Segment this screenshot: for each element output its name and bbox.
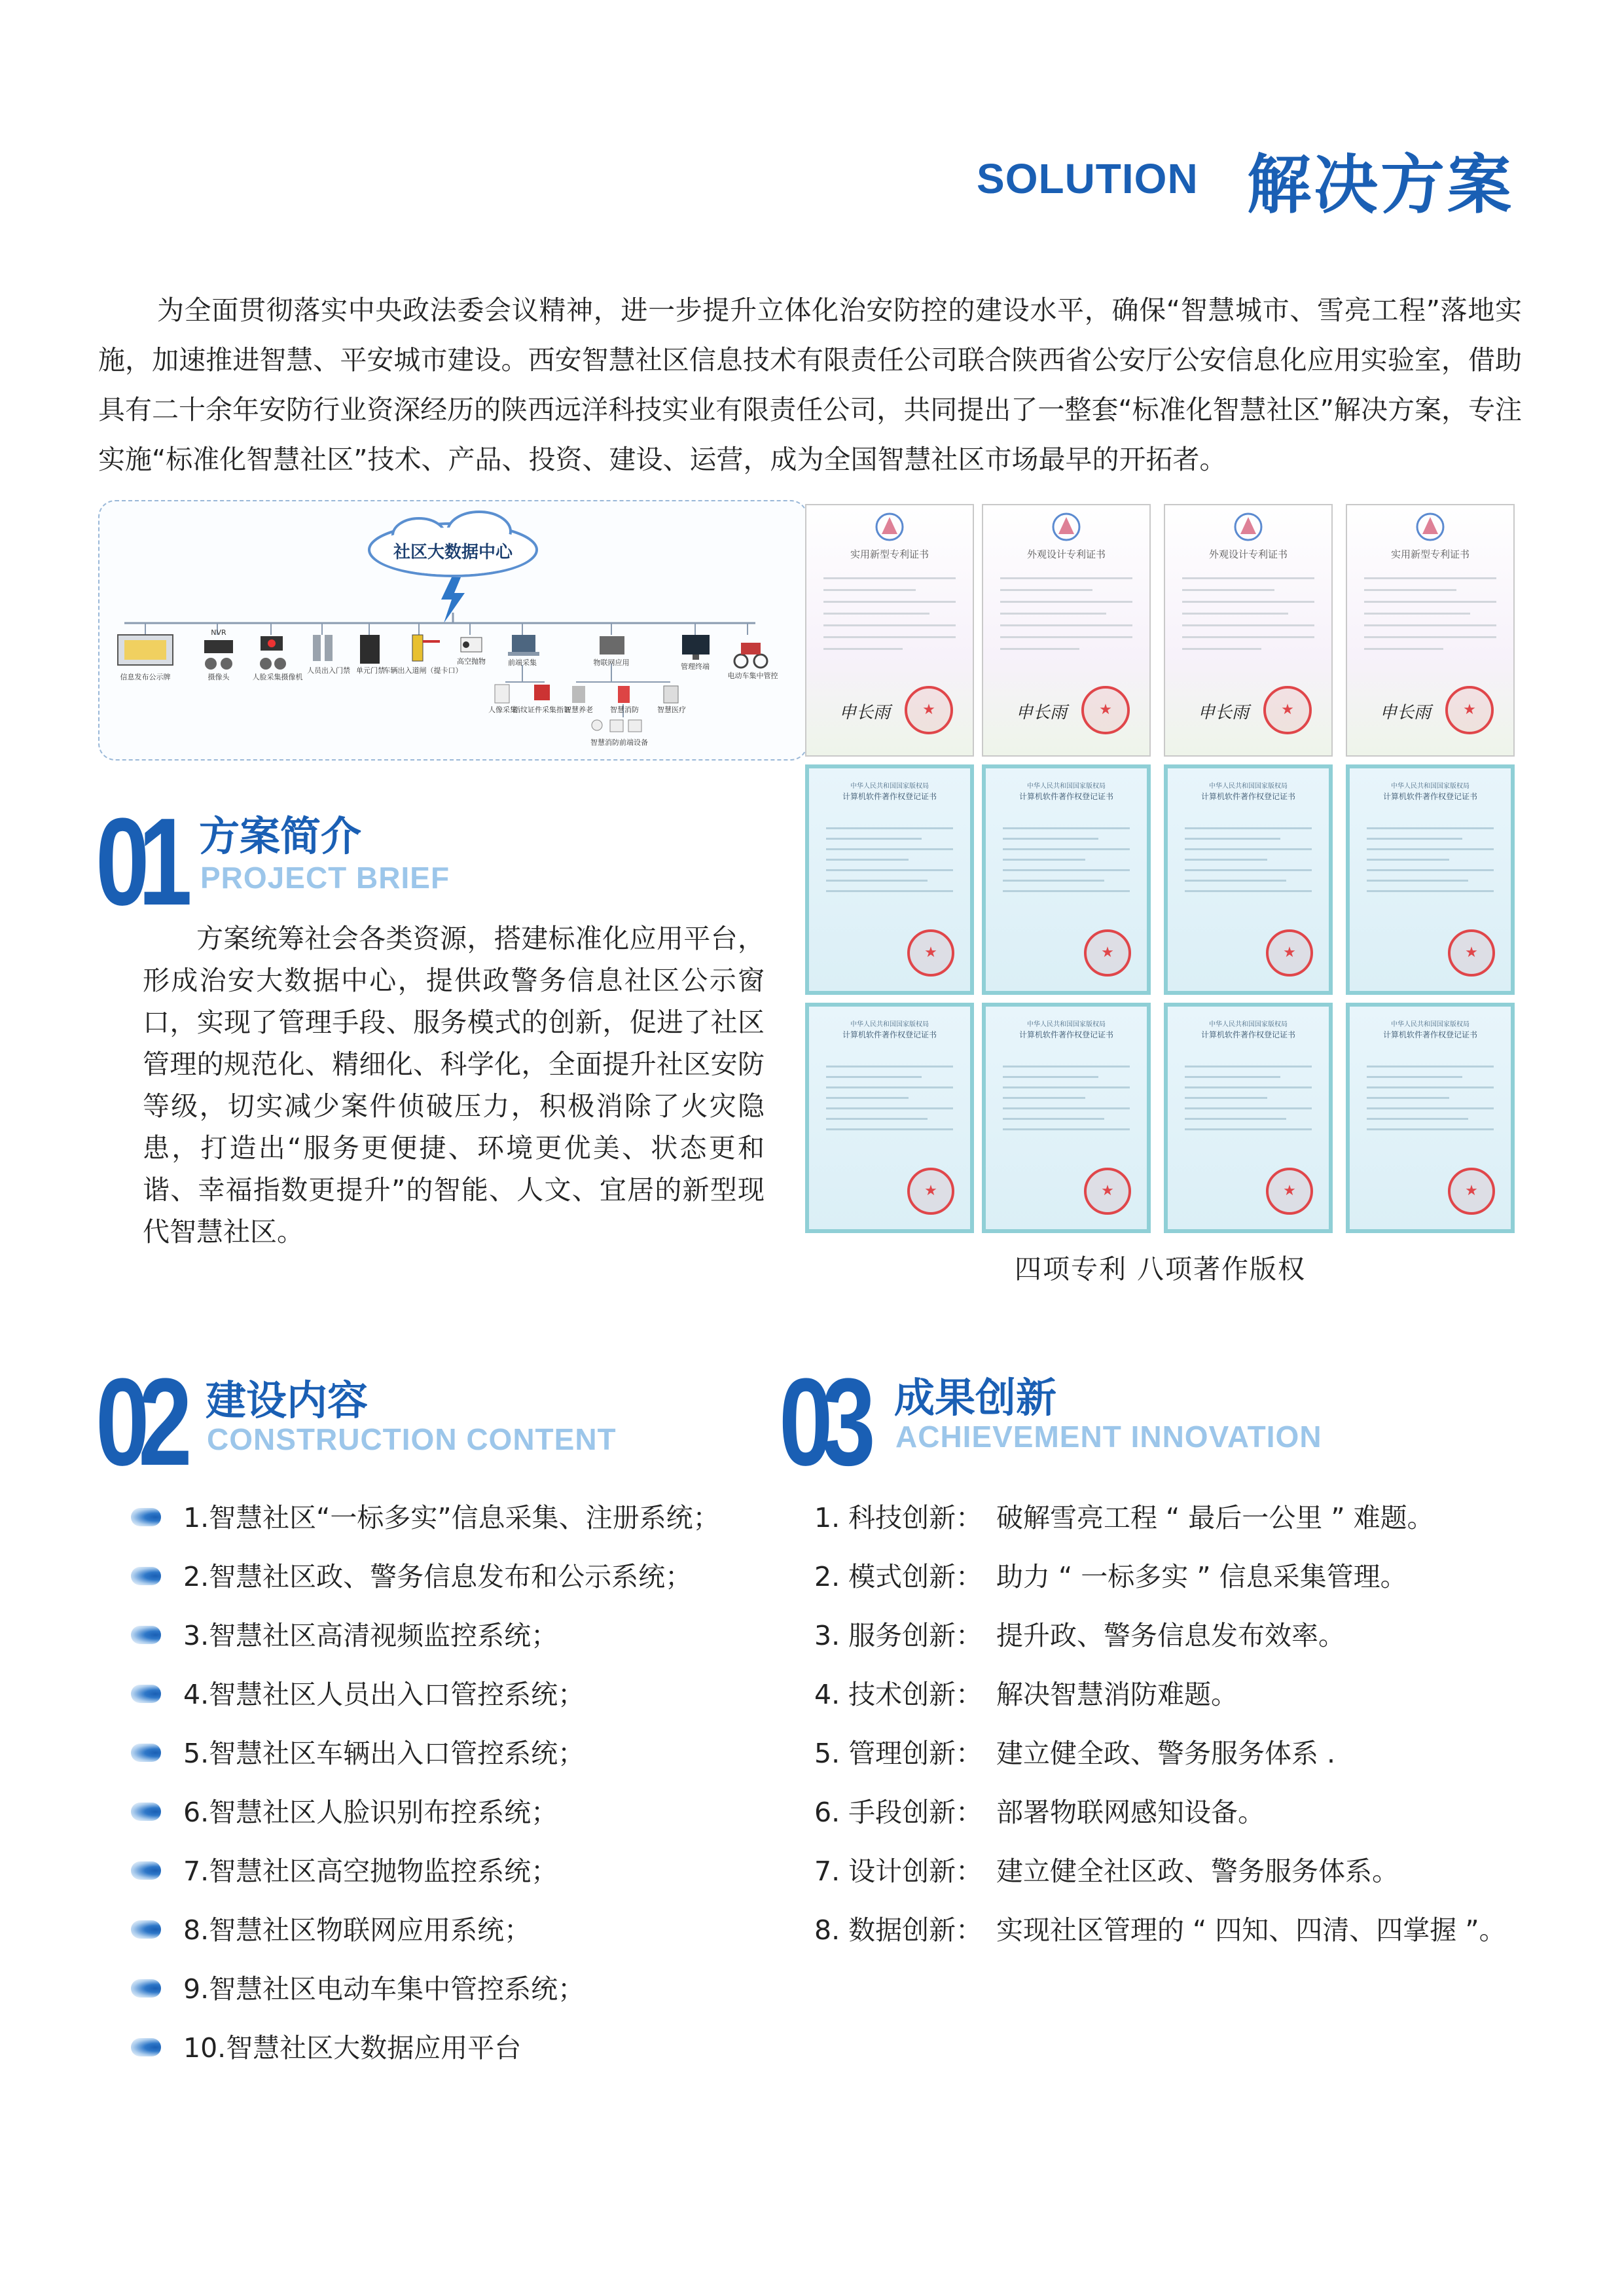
copyright-certificate [982,1003,1151,1233]
certificate-signature: 申长雨 [1016,703,1068,723]
red-seal-icon [1081,686,1130,734]
list-item [131,1914,720,1973]
certificate-issuer: 中华人民共和国国家版权局 [1391,783,1470,790]
diagram-node-label: 智慧医疗 [657,706,686,714]
list-item-text: 6.智慧社区人脸识别布控系统； [183,1797,558,1828]
bullet-icon [131,1567,161,1585]
section3-title: 成果创新 [894,1374,1057,1422]
certificate-title: 实用新型专利证书 [850,548,929,560]
list-item-text: 3.智慧社区高清视频监控系统； [183,1620,558,1651]
list-item-text: 7.智慧社区高空抛物监控系统； [183,1856,558,1887]
bullet-icon [131,1861,161,1880]
list-item [814,1560,1506,1619]
copyright-certificate [1346,764,1515,995]
list-item-text: 1.智慧社区“一标多实”信息采集、注册系统； [183,1502,720,1534]
red-seal-icon [905,686,953,734]
red-seal-icon [1266,1168,1313,1215]
billboard-icon [118,635,173,665]
certificate-signature: 申长雨 [839,703,891,723]
list-item-text: 部署物联网感知设备。 [996,1797,1265,1828]
list-item [814,1501,1506,1560]
system-diagram [98,500,808,761]
list-item [131,1855,720,1914]
certificate-issuer: 中华人民共和国国家版权局 [1027,1021,1106,1028]
copyright-certificate [805,764,974,995]
diagram-node-label: 智慧消防前端设备 [590,738,648,747]
certificate-signature: 申长雨 [1198,703,1250,723]
certificate-title: 计算机软件著作权登记证书 [1200,792,1295,801]
bullet-icon [131,1979,161,1998]
fire-device-icon [618,686,630,703]
certificate-title: 外观设计专利证书 [1208,548,1288,560]
copyright-certificate [1346,1003,1515,1233]
list-item-label: 6. 手段创新： [814,1797,983,1828]
certificate-title: 实用新型专利证书 [1390,548,1470,560]
patent-certificate [1164,504,1333,757]
bullet-icon [131,1920,161,1939]
list-item-text: 4.智慧社区人员出入口管控系统； [183,1679,585,1710]
certificate-issuer: 中华人民共和国国家版权局 [1027,783,1106,790]
diagram-node-label: 信息发布公示牌 [120,673,171,681]
diagram-node-label: 人像采集 [488,706,517,714]
list-item [131,1796,720,1855]
certificate-title: 计算机软件著作权登记证书 [1200,1030,1295,1039]
certificate-issuer: 中华人民共和国国家版权局 [1209,1021,1288,1028]
certificate-issuer: 中华人民共和国国家版权局 [850,1021,929,1028]
red-seal-icon [1445,686,1494,734]
portrait-capture-icon [495,685,509,703]
certificate-title: 计算机软件著作权登记证书 [1382,1030,1477,1039]
intro-paragraph: 为全面贯彻落实中央政法委会议精神，进一步提升立体化治安防控的建设水平，确保“智慧城市、雪亮工程”落地实施，加速推进智慧、平安城市建设。西安智慧社区信息技术有限责任公司联合陕西省公安厅公安信息化应用实验室，借助具有二十余年安防行业资深经历的陕西远洋科技实业有限责任公司，共同提出了一整套“标准化智慧社区”解决方案，专注实施“标准化智慧社区”技术、产品、投资、建设、运营，成为全国智慧社区市场最早的开拓者。 [98,295,1522,475]
diagram-node-label: 物联网应用 [593,658,630,667]
diagram-node-label: 前端采集 [508,658,537,667]
diagram-node-label: NVR [211,628,226,637]
red-seal-icon [1084,1168,1131,1215]
innovation-list [814,1501,1506,1973]
diagram-node-label: 人脸采集摄像机 [252,673,303,681]
certificate-title: 计算机软件著作权登记证书 [1019,792,1113,801]
red-seal-icon [1084,929,1131,977]
bullet-icon [131,1508,161,1526]
red-seal-icon [907,929,954,977]
patent-logo-icon [1412,511,1449,543]
header-title-en: SOLUTION [977,155,1199,202]
list-item-text: 提升政、警务信息发布效率。 [996,1620,1345,1651]
section1-number: 01 [96,793,181,931]
bullet-icon [131,1685,161,1703]
list-item [131,1560,720,1619]
red-seal-icon [907,1168,954,1215]
certificate-title: 计算机软件著作权登记证书 [1382,792,1477,801]
list-item [814,1855,1506,1914]
list-item [814,1678,1506,1737]
diagram-node-label: 高空抛物 [457,657,486,666]
system-diagram-graphic [99,501,806,759]
list-item [814,1737,1506,1796]
section1-title: 方案简介 [199,812,362,860]
section3-subtitle: ACHIEVEMENT INNOVATION [895,1420,1322,1454]
list-item [131,2032,720,2090]
section1-subtitle: PROJECT BRIEF [200,861,450,895]
diagram-node-label: 电动车集中管控 [727,672,778,680]
list-item-label: 5. 管理创新： [814,1738,983,1769]
list-item [814,1914,1506,1973]
list-item-text: 解决智慧消防难题。 [996,1679,1238,1710]
list-item-label: 3. 服务创新： [814,1620,983,1651]
certificate-title: 计算机软件著作权登记证书 [842,792,937,801]
section2-subtitle: CONSTRUCTION CONTENT [207,1422,617,1456]
list-item-text: 8.智慧社区物联网应用系统； [183,1914,532,1946]
certificate-title: 计算机软件著作权登记证书 [842,1030,937,1039]
list-item-text: 5.智慧社区车辆出入口管控系统； [183,1738,585,1769]
list-item-text: 助力 “ 一标多实 ” 信息采集管理。 [996,1561,1407,1592]
bullet-icon [131,2038,161,2056]
section2-number: 02 [96,1353,181,1492]
certificate-issuer: 中华人民共和国国家版权局 [1209,783,1288,790]
list-item-text: 破解雪亮工程 “ 最后一公里 ” 难题。 [996,1502,1434,1534]
patent-certificate [1346,504,1515,757]
copyright-certificate [805,1003,974,1233]
list-item-label: 8. 数据创新： [814,1914,983,1946]
certificate-issuer: 中华人民共和国国家版权局 [1391,1021,1470,1028]
ebike-icon [734,643,767,668]
certificates-caption: 四项专利 八项著作版权 [1015,1253,1307,1285]
list-item [131,1619,720,1678]
elderly-care-icon [572,686,585,703]
patent-logo-icon [1230,511,1267,543]
bullet-icon [131,1626,161,1644]
list-item-text: 9.智慧社区电动车集中管控系统； [183,1973,585,2005]
list-item-label: 7. 设计创新： [814,1856,983,1887]
turnstile-icon [313,635,333,661]
barrier-gate-icon [412,635,440,661]
list-item-text: 10.智慧社区大数据应用平台 [183,2032,522,2064]
certificate-title: 外观设计专利证书 [1026,548,1106,560]
section3-number: 03 [779,1353,865,1492]
monitor-icon [682,635,710,660]
list-item-label: 4. 技术创新： [814,1679,983,1710]
diagram-node-label: 车辆出入道闸（提卡口） [383,666,463,675]
certificate-title: 计算机软件著作权登记证书 [1019,1030,1113,1039]
door-access-icon [360,635,380,664]
list-item-text: 建立健全政、警务服务体系 . [996,1738,1336,1769]
list-item [814,1796,1506,1855]
camera-icon [205,658,232,670]
construction-list [131,1501,720,2090]
diagram-node-label: 单元门禁 [356,666,385,675]
list-item-label: 1. 科技创新： [814,1502,983,1534]
diagram-center-label: 社区大数据中心 [393,543,513,562]
list-item [814,1619,1506,1678]
certificate-signature: 申长雨 [1380,703,1432,723]
copyright-certificate [1164,1003,1333,1233]
diagram-node-label: 人员出入门禁 [307,666,350,675]
patent-logo-icon [871,511,908,543]
list-item-text: 实现社区管理的 “ 四知、四清、四掌握 ”。 [996,1914,1506,1946]
medical-icon [664,686,678,703]
patent-certificate [982,504,1151,757]
diagram-node-label: 智慧消防 [610,706,639,714]
red-seal-icon [1266,929,1313,977]
list-item [131,1973,720,2032]
red-seal-icon [1448,929,1495,977]
copyright-certificate [982,764,1151,995]
list-item [131,1501,720,1560]
bullet-icon [131,1744,161,1762]
list-item [131,1678,720,1737]
list-item-label: 2. 模式创新： [814,1561,983,1592]
red-seal-icon [1448,1168,1495,1215]
section2-title: 建设内容 [206,1376,369,1424]
iot-device-icon [600,636,624,655]
diagram-node-label: 智慧养老 [564,706,593,714]
red-seal-icon [1263,686,1312,734]
patent-certificate [805,504,974,757]
nvr-icon [204,640,233,653]
face-camera-icon [260,636,286,670]
list-item-text: 2.智慧社区政、警务信息发布和公示系统； [183,1561,693,1592]
diagram-node-label: 管理终端 [681,662,710,671]
header-title-zh: 解决方案 [1247,148,1515,223]
laptop-icon [508,635,539,656]
certificate-issuer: 中华人民共和国国家版权局 [850,783,929,790]
diagram-node-label: 指纹证件采集指证 [513,706,571,714]
fire-frontend-icon [592,720,641,732]
list-item-text: 建立健全社区政、警务服务体系。 [996,1856,1399,1887]
patent-logo-icon [1048,511,1085,543]
list-item [131,1737,720,1796]
section1-body: 方案统筹社会各类资源，搭建标准化应用平台，形成治安大数据中心，提供政警务信息社区公示窗口，实现了管理手段、服务模式的创新，促进了社区管理的规范化、精细化、科学化，全面提升社区安防等级，切实减少案件侦破压力，积极消除了火灾隐患，打造出“服务更便捷、环境更优美、状态更和谐、幸福指数更提升”的智能、人文、宜居的新型现代智慧社区。 [143,923,765,1247]
copyright-certificate [1164,764,1333,995]
fingerprint-icon [534,685,550,700]
bullet-icon [131,1803,161,1821]
high-altitude-camera-icon [461,637,482,652]
diagram-node-label: 摄像头 [207,673,230,681]
